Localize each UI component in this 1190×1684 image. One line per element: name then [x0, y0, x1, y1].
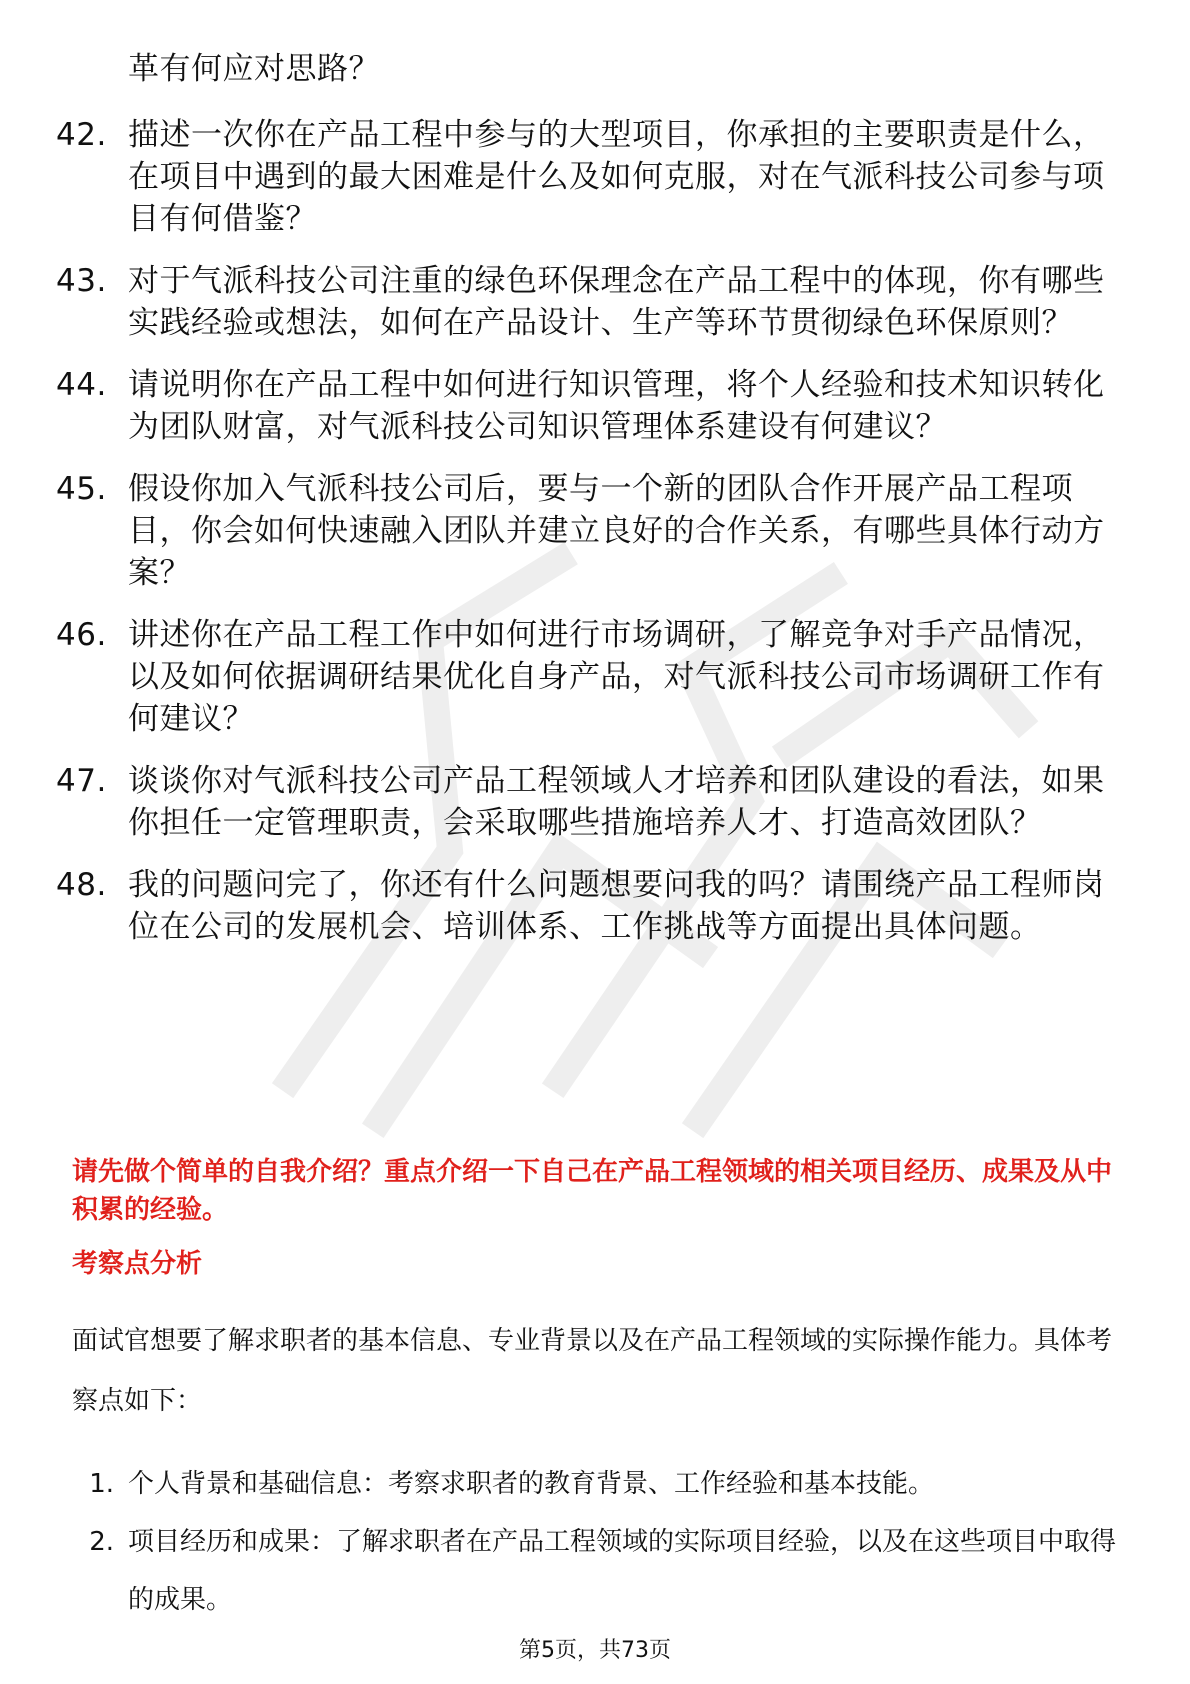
question-text: 描述一次你在产品工程中参与的大型项目，你承担的主要职责是什么，在项目中遇到的最大困难是什么及如何克服，对在气派科技公司参与项目有何借鉴？	[128, 117, 1105, 237]
point-number: 2.	[89, 1527, 114, 1557]
list-item	[56, 114, 1116, 240]
list-item	[72, 1455, 1122, 1513]
question-text: 请说明你在产品工程中如何进行知识管理，将个人经验和技术知识转化为团队财富，对气派科技公司知识管理体系建设有何建议？	[128, 367, 1105, 445]
list-item	[56, 364, 1116, 448]
highlighted-question: 请先做个简单的自我介绍？重点介绍一下自己在产品工程领域的相关项目经历、成果及从中积累的经验。	[72, 1157, 1113, 1225]
page-footer: 第5页，共73页	[519, 1638, 671, 1663]
question-text: 假设你加入气派科技公司后，要与一个新的团队合作开展产品工程项目，你会如何快速融入团队并建立良好的合作关系，有哪些具体行动方案？	[128, 471, 1105, 591]
question-text: 对于气派科技公司注重的绿色环保理念在产品工程中的体现，你有哪些实践经验或想法，如何在产品设计、生产等环节贯彻绿色环保原则？	[128, 263, 1105, 341]
question-number: 47.	[56, 763, 107, 799]
list-item	[56, 760, 1116, 844]
question-number: 44.	[56, 367, 107, 403]
question-number: 48.	[56, 867, 107, 903]
assessment-points-list	[72, 1455, 1122, 1629]
list-item	[56, 260, 1116, 344]
continued-question-text: 革有何应对思路？	[128, 51, 380, 87]
question-text: 讲述你在产品工程工作中如何进行市场调研，了解竞争对手产品情况，以及如何依据调研结果优化自身产品，对气派科技公司市场调研工作有何建议？	[128, 617, 1105, 737]
question-number: 45.	[56, 471, 107, 507]
question-number: 46.	[56, 617, 107, 653]
question-number: 42.	[56, 117, 107, 153]
question-list	[56, 114, 1116, 968]
list-item	[56, 614, 1116, 740]
intro-paragraph: 面试官想要了解求职者的基本信息、专业背景以及在产品工程领域的实际操作能力。具体考察点如下：	[72, 1326, 1113, 1416]
section-heading: 考察点分析	[72, 1249, 203, 1279]
question-text: 我的问题问完了，你还有什么问题想要问我的吗？请围绕产品工程师岗位在公司的发展机会、培训体系、工作挑战等方面提出具体问题。	[128, 867, 1105, 945]
list-item	[56, 468, 1116, 594]
question-text: 谈谈你对气派科技公司产品工程领域人才培养和团队建设的看法，如果你担任一定管理职责，会采取哪些措施培养人才、打造高效团队？	[128, 763, 1105, 841]
question-number: 43.	[56, 263, 107, 299]
point-text: 项目经历和成果：了解求职者在产品工程领域的实际项目经验，以及在这些项目中取得的成果。	[128, 1527, 1117, 1615]
point-text: 个人背景和基础信息：考察求职者的教育背景、工作经验和基本技能。	[128, 1469, 935, 1499]
point-number: 1.	[89, 1469, 114, 1499]
list-item	[56, 864, 1116, 948]
list-item	[72, 1513, 1122, 1629]
